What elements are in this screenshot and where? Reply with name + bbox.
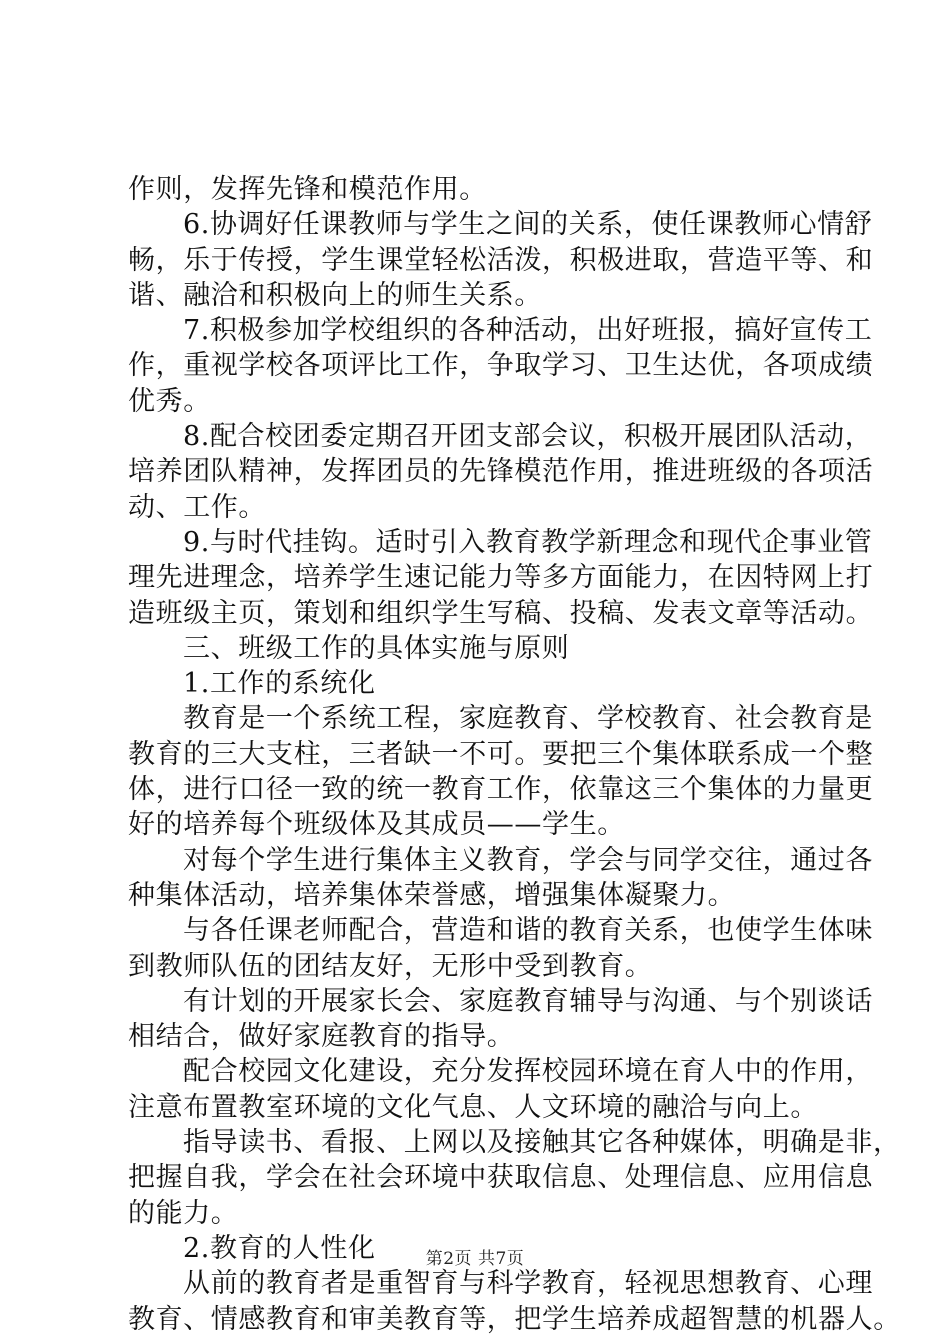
text-line: 注意布置教室环境的文化气息、人文环境的融洽与向上。	[128, 1091, 818, 1123]
text-line: 教育是一个系统工程，家庭教育、学校教育、社会教育是	[183, 703, 873, 735]
text-line: 作则，发挥先锋和模范作用。	[128, 174, 487, 205]
text-line: 把握自我，学会在社会环境中获取信息、处理信息、应用信息	[128, 1162, 874, 1194]
text-line: 9.与时代挂钩。适时引入教育教学新理念和现代企事业管	[183, 526, 873, 558]
text-line: 到教师队伍的团结友好，无形中受到教育。	[128, 950, 653, 982]
text-line: 指导读书、看报、上网以及接触其它各种媒体，明确是非，	[183, 1127, 901, 1159]
text-line: 对每个学生进行集体主义教育，学会与同学交往，通过各	[183, 844, 873, 876]
text-line: 动、工作。	[128, 491, 266, 523]
text-line: 有计划的开展家长会、家庭教育辅导与沟通、与个别谈话	[183, 985, 873, 1017]
text-line: 体，进行口径一致的统一教育工作，依靠这三个集体的力量更	[128, 774, 874, 806]
text-line: 作，重视学校各项评比工作，争取学习、卫生达优，各项成绩	[128, 350, 874, 382]
text-line: 优秀。	[128, 385, 211, 417]
text-line: 1.工作的系统化	[183, 668, 376, 700]
text-line: 谐、融洽和积极向上的师生关系。	[128, 279, 542, 311]
text-line: 畅，乐于传授，学生课堂轻松活泼，积极进取，营造平等、和	[128, 244, 874, 276]
text-line: 三、班级工作的具体实施与原则	[183, 632, 570, 664]
text-line: 6.协调好任课教师与学生之间的关系，使任课教师心情舒	[183, 209, 873, 241]
text-line: 种集体活动，培养集体荣誉感，增强集体凝聚力。	[128, 879, 736, 911]
text-line: 的能力。	[128, 1197, 239, 1229]
page-footer: 第2页 共7页	[425, 1249, 525, 1269]
text-line: 配合校园文化建设，充分发挥校园环境在育人中的作用，	[183, 1056, 873, 1088]
text-line: 教育、情感教育和审美教育等，把学生培养成超智慧的机器人。	[128, 1303, 901, 1335]
document-body	[128, 172, 901, 1337]
text-line: 与各任课老师配合，营造和谐的教育关系，也使学生体味	[183, 915, 873, 947]
text-line: 相结合，做好家庭教育的指导。	[128, 1021, 515, 1053]
text-line: 好的培养每个班级体及其成员——学生。	[128, 809, 625, 841]
text-line: 7.积极参加学校组织的各种活动，出好班报，搞好宣传工	[183, 315, 873, 347]
text-line: 理先进理念，培养学生速记能力等多方面能力，在因特网上打	[128, 562, 874, 594]
text-line: 从前的教育者是重智育与科学教育，轻视思想教育、心理	[183, 1268, 873, 1300]
text-line: 培养团队精神，发挥团员的先锋模范作用，推进班级的各项活	[128, 456, 874, 488]
text-line: 造班级主页，策划和组织学生写稿、投稿、发表文章等活动。	[128, 597, 874, 629]
text-line: 教育的三大支柱，三者缺一不可。要把三个集体联系成一个整	[128, 738, 874, 770]
text-line: 2.教育的人性化	[183, 1232, 376, 1264]
text-line: 8.配合校团委定期召开团支部会议，积极开展团队活动，	[183, 421, 873, 453]
